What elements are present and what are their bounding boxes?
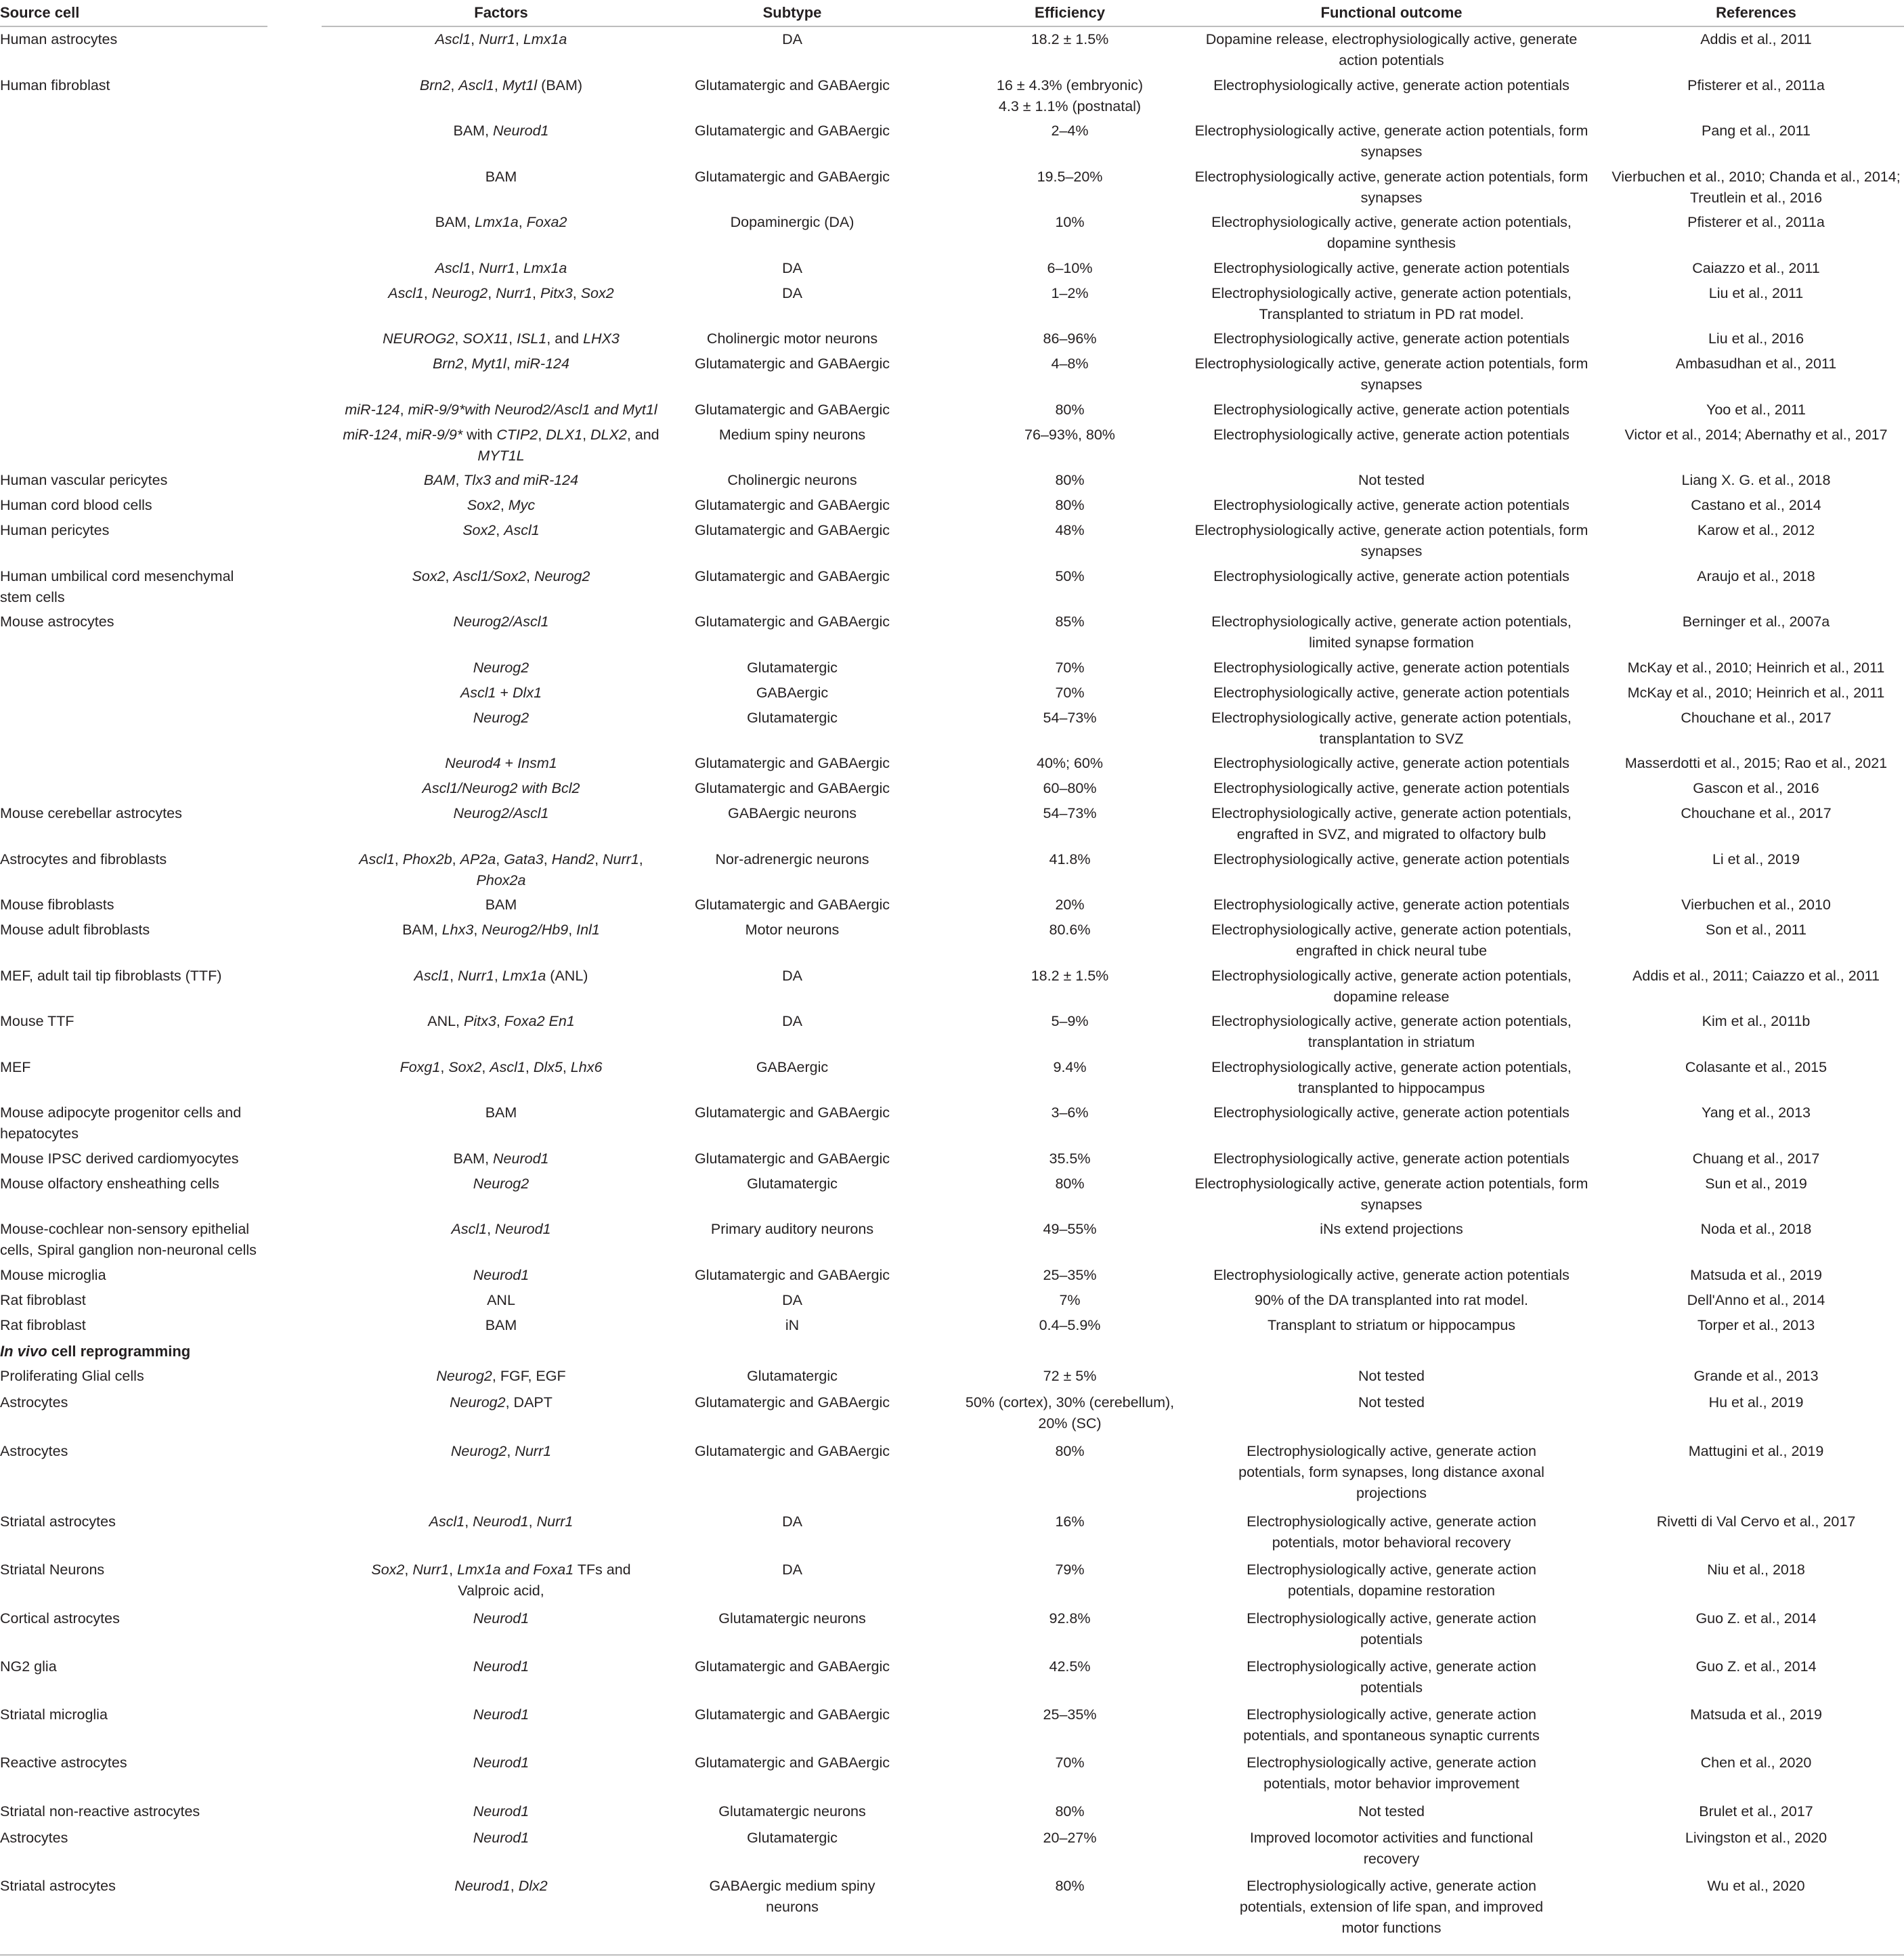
row-29-source-cell: Mouse IPSC derived cardiomyocytes [0, 1150, 239, 1167]
row-2-efficiency: 2–4% [1051, 123, 1089, 139]
row-41-references: Guo Z. et al., 2014 [1695, 1658, 1817, 1675]
row-11-references: Liang X. G. et al., 2018 [1681, 472, 1831, 488]
row-11-source-cell: Human vascular pericytes [0, 472, 168, 488]
row-10-efficiency: 76–93%, 80% [1024, 427, 1115, 443]
row-46-factors: Neurod1, Dlx2 [454, 1878, 548, 1894]
row-23-efficiency: 20% [1055, 897, 1085, 913]
row-11-factors: BAM, Tlx3 and miR-124 [423, 472, 579, 488]
row-17-references: McKay et al., 2010; Heinrich et al., 2011 [1627, 685, 1885, 701]
row-19-factors: Neurod4 + Insm1 [445, 755, 557, 771]
row-28-functional-outcome: Electrophysiologically active, generate action potentials [1213, 1104, 1570, 1121]
row-31-functional-outcome: iNs extend projections [1320, 1221, 1463, 1237]
row-14-factors: Sox2, Ascl1/Sox2, Neurog2 [412, 568, 590, 584]
row-45-factors: Neurod1 [473, 1830, 529, 1846]
header-functional-outcome: Functional outcome [1320, 4, 1463, 21]
row-1-references: Pfisterer et al., 2011a [1687, 77, 1825, 93]
row-24-source-cell: Mouse adult fibroblasts [0, 922, 150, 938]
row-16-efficiency: 70% [1055, 660, 1085, 676]
row-26-efficiency: 5–9% [1051, 1013, 1089, 1029]
row-32-subtype: Glutamatergic and GABAergic [695, 1267, 890, 1283]
row-8-subtype: Glutamatergic and GABAergic [695, 356, 890, 372]
row-42-source-cell: Striatal microglia [0, 1706, 108, 1723]
row-9-functional-outcome: Electrophysiologically active, generate action potentials [1213, 402, 1570, 418]
row-4-references: Pfisterer et al., 2011a [1687, 214, 1825, 230]
row-7-subtype: Cholinergic motor neurons [706, 330, 878, 347]
row-39-references: Niu et al., 2018 [1707, 1562, 1805, 1578]
row-38-functional-outcome: Electrophysiologically active, generate action potentials, motor behavioral recovery [1247, 1513, 1536, 1551]
row-41-subtype: Glutamatergic and GABAergic [695, 1658, 890, 1675]
row-0-source-cell: Human astrocytes [0, 31, 118, 47]
row-38-subtype: DA [782, 1513, 802, 1530]
row-24-references: Son et al., 2011 [1705, 922, 1807, 938]
row-45-functional-outcome: Improved locomotor activities and functional recovery [1249, 1830, 1534, 1867]
row-5-functional-outcome: Electrophysiologically active, generate action potentials [1213, 260, 1570, 276]
row-12-references: Castano et al., 2014 [1691, 497, 1821, 513]
header-rule-right [322, 26, 1904, 27]
row-8-efficiency: 4–8% [1051, 356, 1089, 372]
row-41-source-cell: NG2 glia [0, 1658, 57, 1675]
row-36-functional-outcome: Not tested [1358, 1394, 1425, 1411]
row-13-efficiency: 48% [1055, 522, 1085, 538]
row-46-efficiency: 80% [1055, 1878, 1085, 1894]
row-38-efficiency: 16% [1055, 1513, 1085, 1530]
header-rule-left [0, 26, 267, 27]
row-5-efficiency: 6–10% [1047, 260, 1093, 276]
row-16-references: McKay et al., 2010; Heinrich et al., 2011 [1627, 660, 1885, 676]
row-7-references: Liu et al., 2016 [1708, 330, 1804, 347]
row-39-source-cell: Striatal Neurons [0, 1562, 105, 1578]
row-12-source-cell: Human cord blood cells [0, 497, 152, 513]
table-bottom-rule [0, 1954, 1904, 1956]
row-1-source-cell: Human fibroblast [0, 77, 110, 93]
row-11-efficiency: 80% [1055, 472, 1085, 488]
row-33-references: Dell'Anno et al., 2014 [1687, 1292, 1825, 1308]
row-22-efficiency: 41.8% [1049, 851, 1091, 867]
row-40-source-cell: Cortical astrocytes [0, 1610, 120, 1627]
row-22-references: Li et al., 2019 [1712, 851, 1800, 867]
row-37-source-cell: Astrocytes [0, 1443, 68, 1459]
row-6-subtype: DA [782, 285, 802, 301]
row-0-subtype: DA [782, 31, 802, 47]
row-0-efficiency: 18.2 ± 1.5% [1031, 31, 1109, 47]
row-45-source-cell: Astrocytes [0, 1830, 68, 1846]
row-6-functional-outcome: Electrophysiologically active, generate action potentials, Transplanted to striatum in PD rat model. [1211, 285, 1572, 322]
row-35-references: Grande et al., 2013 [1693, 1368, 1819, 1384]
row-43-subtype: Glutamatergic and GABAergic [695, 1755, 890, 1771]
row-17-efficiency: 70% [1055, 685, 1085, 701]
row-23-references: Vierbuchen et al., 2010 [1681, 897, 1831, 913]
row-27-factors: Foxg1, Sox2, Ascl1, Dlx5, Lhx6 [399, 1059, 603, 1075]
row-24-efficiency: 80.6% [1049, 922, 1091, 938]
row-12-factors: Sox2, Myc [467, 497, 536, 513]
row-25-source-cell: MEF, adult tail tip fibroblasts (TTF) [0, 968, 222, 984]
row-42-subtype: Glutamatergic and GABAergic [695, 1706, 890, 1723]
row-4-efficiency: 10% [1055, 214, 1085, 230]
row-4-factors: BAM, Lmx1a, Foxa2 [435, 214, 567, 230]
row-16-factors: Neurog2 [473, 660, 529, 676]
row-46-functional-outcome: Electrophysiologically active, generate action potentials, extension of life span, and improved motor functions [1239, 1878, 1544, 1936]
row-28-references: Yang et al., 2013 [1702, 1104, 1811, 1121]
row-30-source-cell: Mouse olfactory ensheathing cells [0, 1176, 219, 1192]
row-40-functional-outcome: Electrophysiologically active, generate action potentials [1247, 1610, 1536, 1648]
row-20-subtype: Glutamatergic and GABAergic [695, 780, 890, 796]
row-25-functional-outcome: Electrophysiologically active, generate action potentials, dopamine release [1211, 968, 1572, 1005]
row-14-functional-outcome: Electrophysiologically active, generate action potentials [1213, 568, 1570, 584]
row-45-subtype: Glutamatergic [747, 1830, 838, 1846]
row-36-source-cell: Astrocytes [0, 1394, 68, 1411]
row-19-efficiency: 40%; 60% [1036, 755, 1103, 771]
row-44-subtype: Glutamatergic neurons [718, 1803, 866, 1820]
row-15-references: Berninger et al., 2007a [1682, 613, 1830, 630]
row-33-factors: ANL [487, 1292, 515, 1308]
header-subtype: Subtype [762, 4, 822, 21]
row-4-subtype: Dopaminergic (DA) [730, 214, 854, 230]
row-14-references: Araujo et al., 2018 [1697, 568, 1815, 584]
row-12-efficiency: 80% [1055, 497, 1085, 513]
row-10-subtype: Medium spiny neurons [718, 427, 866, 443]
row-18-subtype: Glutamatergic [747, 710, 838, 726]
row-7-functional-outcome: Electrophysiologically active, generate action potentials [1213, 330, 1570, 347]
row-12-functional-outcome: Electrophysiologically active, generate action potentials [1213, 497, 1570, 513]
row-10-factors: miR-124, miR-9/9* with CTIP2, DLX1, DLX2, and MYT1L [343, 427, 659, 464]
row-45-efficiency: 20–27% [1043, 1830, 1097, 1846]
row-32-factors: Neurod1 [473, 1267, 529, 1283]
row-36-factors: Neurog2, DAPT [450, 1394, 553, 1411]
row-33-efficiency: 7% [1059, 1292, 1081, 1308]
row-5-subtype: DA [782, 260, 802, 276]
row-21-subtype: GABAergic neurons [727, 805, 857, 821]
row-25-subtype: DA [782, 968, 802, 984]
row-34-references: Torper et al., 2013 [1697, 1317, 1815, 1333]
row-44-source-cell: Striatal non-reactive astrocytes [0, 1803, 200, 1820]
row-42-efficiency: 25–35% [1043, 1706, 1097, 1723]
row-31-factors: Ascl1, Neurod1 [451, 1221, 551, 1237]
row-2-factors: BAM, Neurod1 [453, 123, 549, 139]
row-11-functional-outcome: Not tested [1358, 472, 1425, 488]
row-9-references: Yoo et al., 2011 [1706, 402, 1806, 418]
row-20-functional-outcome: Electrophysiologically active, generate action potentials [1213, 780, 1570, 796]
row-9-subtype: Glutamatergic and GABAergic [695, 402, 890, 418]
row-27-references: Colasante et al., 2015 [1685, 1059, 1827, 1075]
row-39-factors: Sox2, Nurr1, Lmx1a and Foxa1 TFs and Valproic acid, [371, 1562, 631, 1599]
row-37-functional-outcome: Electrophysiologically active, generate action potentials, form synapses, long distance axonal projections [1238, 1443, 1544, 1501]
row-34-functional-outcome: Transplant to striatum or hippocampus [1267, 1317, 1516, 1333]
row-31-source-cell: Mouse-cochlear non-sensory epithelial cells, Spiral ganglion non-neuronal cells [0, 1221, 257, 1258]
row-38-source-cell: Striatal astrocytes [0, 1513, 116, 1530]
row-30-subtype: Glutamatergic [747, 1176, 838, 1192]
row-34-subtype: iN [785, 1317, 800, 1333]
row-35-subtype: Glutamatergic [747, 1368, 838, 1384]
row-29-subtype: Glutamatergic and GABAergic [695, 1150, 890, 1167]
row-22-factors: Ascl1, Phox2b, AP2a, Gata3, Hand2, Nurr1, Phox2a [359, 851, 643, 888]
row-40-subtype: Glutamatergic neurons [718, 1610, 866, 1627]
row-38-references: Rivetti di Val Cervo et al., 2017 [1656, 1513, 1856, 1530]
row-13-subtype: Glutamatergic and GABAergic [695, 522, 890, 538]
row-19-references: Masserdotti et al., 2015; Rao et al., 2021 [1624, 755, 1888, 771]
row-35-source-cell: Proliferating Glial cells [0, 1368, 144, 1384]
row-15-factors: Neurog2/Ascl1 [453, 613, 549, 630]
row-20-references: Gascon et al., 2016 [1693, 780, 1819, 796]
row-6-references: Liu et al., 2011 [1708, 285, 1804, 301]
row-32-source-cell: Mouse microglia [0, 1267, 106, 1283]
row-35-efficiency: 72 ± 5% [1043, 1368, 1097, 1384]
row-13-functional-outcome: Electrophysiologically active, generate action potentials, form synapses [1194, 522, 1588, 559]
row-31-references: Noda et al., 2018 [1700, 1221, 1812, 1237]
row-6-efficiency: 1–2% [1051, 285, 1089, 301]
row-23-factors: BAM [485, 897, 517, 913]
row-37-references: Mattugini et al., 2019 [1688, 1443, 1824, 1459]
row-43-references: Chen et al., 2020 [1700, 1755, 1812, 1771]
row-37-factors: Neurog2, Nurr1 [450, 1443, 552, 1459]
row-44-factors: Neurod1 [473, 1803, 529, 1820]
row-15-functional-outcome: Electrophysiologically active, generate action potentials, limited synapse formation [1211, 613, 1572, 651]
row-8-references: Ambasudhan et al., 2011 [1675, 356, 1837, 372]
row-3-references: Vierbuchen et al., 2010; Chanda et al., 2014; Treutlein et al., 2016 [1611, 169, 1901, 206]
row-41-factors: Neurod1 [473, 1658, 529, 1675]
row-26-functional-outcome: Electrophysiologically active, generate action potentials, transplantation in striatum [1211, 1013, 1572, 1050]
row-45-references: Livingston et al., 2020 [1685, 1830, 1827, 1846]
row-30-functional-outcome: Electrophysiologically active, generate action potentials, form synapses [1194, 1176, 1588, 1213]
row-18-efficiency: 54–73% [1043, 710, 1097, 726]
row-20-factors: Ascl1/Neurog2 with Bcl2 [422, 780, 580, 796]
row-29-factors: BAM, Neurod1 [453, 1150, 549, 1167]
row-7-factors: NEUROG2, SOX11, ISL1, and LHX3 [383, 330, 620, 347]
row-1-factors: Brn2, Ascl1, Myt1l (BAM) [419, 77, 583, 93]
row-42-functional-outcome: Electrophysiologically active, generate action potentials, and spontaneous synaptic currents [1243, 1706, 1540, 1744]
row-8-functional-outcome: Electrophysiologically active, generate action potentials, form synapses [1194, 356, 1588, 393]
row-43-source-cell: Reactive astrocytes [0, 1755, 127, 1771]
row-20-efficiency: 60–80% [1043, 780, 1097, 796]
row-9-factors: miR-124, miR-9/9*with Neurod2/Ascl1 and Myt1l [345, 402, 657, 418]
row-34-source-cell: Rat fibroblast [0, 1317, 86, 1333]
row-8-factors: Brn2, Myt1l, miR-124 [433, 356, 569, 372]
row-32-functional-outcome: Electrophysiologically active, generate action potentials [1213, 1267, 1570, 1283]
row-15-source-cell: Mouse astrocytes [0, 613, 114, 630]
row-27-subtype: GABAergic [756, 1059, 829, 1075]
row-19-functional-outcome: Electrophysiologically active, generate action potentials [1213, 755, 1570, 771]
row-40-efficiency: 92.8% [1049, 1610, 1091, 1627]
row-41-efficiency: 42.5% [1049, 1658, 1091, 1675]
row-9-efficiency: 80% [1055, 402, 1085, 418]
header-efficiency: Efficiency [1035, 4, 1105, 21]
row-21-factors: Neurog2/Ascl1 [453, 805, 549, 821]
row-15-subtype: Glutamatergic and GABAergic [695, 613, 890, 630]
row-0-functional-outcome: Dopamine release, electrophysiologically active, generate action potentials [1205, 31, 1578, 68]
row-18-factors: Neurog2 [473, 710, 529, 726]
row-30-factors: Neurog2 [473, 1176, 529, 1192]
row-18-references: Chouchane et al., 2017 [1681, 710, 1832, 726]
row-32-efficiency: 25–35% [1043, 1267, 1097, 1283]
row-14-subtype: Glutamatergic and GABAergic [695, 568, 890, 584]
row-39-efficiency: 79% [1055, 1562, 1085, 1578]
row-39-subtype: DA [782, 1562, 802, 1578]
row-28-source-cell: Mouse adipocyte progenitor cells and hepatocytes [0, 1104, 242, 1142]
row-44-efficiency: 80% [1055, 1803, 1085, 1820]
row-16-functional-outcome: Electrophysiologically active, generate action potentials [1213, 660, 1570, 676]
row-26-factors: ANL, Pitx3, Foxa2 En1 [427, 1013, 575, 1029]
row-19-subtype: Glutamatergic and GABAergic [695, 755, 890, 771]
row-36-efficiency: 50% (cortex), 30% (cerebellum), 20% (SC) [965, 1394, 1175, 1431]
row-40-references: Guo Z. et al., 2014 [1695, 1610, 1817, 1627]
row-33-subtype: DA [782, 1292, 802, 1308]
row-44-functional-outcome: Not tested [1358, 1803, 1425, 1820]
row-35-functional-outcome: Not tested [1358, 1368, 1425, 1384]
row-46-source-cell: Striatal astrocytes [0, 1878, 116, 1894]
row-25-references: Addis et al., 2011; Caiazzo et al., 2011 [1632, 968, 1880, 984]
row-34-factors: BAM [485, 1317, 517, 1333]
row-42-factors: Neurod1 [473, 1706, 529, 1723]
row-40-factors: Neurod1 [473, 1610, 529, 1627]
row-28-subtype: Glutamatergic and GABAergic [695, 1104, 890, 1121]
row-43-efficiency: 70% [1055, 1755, 1085, 1771]
row-15-efficiency: 85% [1055, 613, 1085, 630]
row-14-source-cell: Human umbilical cord mesenchymal stem cells [0, 568, 234, 605]
row-5-factors: Ascl1, Nurr1, Lmx1a [435, 260, 567, 276]
row-39-functional-outcome: Electrophysiologically active, generate action potentials, dopamine restoration [1247, 1562, 1536, 1599]
row-46-subtype: GABAergic medium spiny neurons [709, 1878, 875, 1915]
row-17-subtype: GABAergic [756, 685, 829, 701]
row-18-functional-outcome: Electrophysiologically active, generate action potentials, transplantation to SVZ [1211, 710, 1572, 747]
row-5-references: Caiazzo et al., 2011 [1692, 260, 1820, 276]
row-44-references: Brulet et al., 2017 [1699, 1803, 1813, 1820]
row-0-factors: Ascl1, Nurr1, Lmx1a [435, 31, 567, 47]
row-2-functional-outcome: Electrophysiologically active, generate action potentials, form synapses [1194, 123, 1588, 160]
row-11-subtype: Cholinergic neurons [727, 472, 857, 488]
row-17-functional-outcome: Electrophysiologically active, generate action potentials [1213, 685, 1570, 701]
row-10-references: Victor et al., 2014; Abernathy et al., 2017 [1624, 427, 1888, 443]
row-29-references: Chuang et al., 2017 [1692, 1150, 1820, 1167]
row-26-references: Kim et al., 2011b [1702, 1013, 1811, 1029]
row-1-functional-outcome: Electrophysiologically active, generate action potentials [1213, 77, 1570, 93]
row-33-functional-outcome: 90% of the DA transplanted into rat model. [1255, 1292, 1528, 1308]
row-42-references: Matsuda et al., 2019 [1690, 1706, 1822, 1723]
row-21-efficiency: 54–73% [1043, 805, 1097, 821]
row-28-efficiency: 3–6% [1051, 1104, 1089, 1121]
row-22-functional-outcome: Electrophysiologically active, generate action potentials [1213, 851, 1570, 867]
row-29-efficiency: 35.5% [1049, 1150, 1091, 1167]
row-25-factors: Ascl1, Nurr1, Lmx1a (ANL) [414, 968, 588, 984]
row-16-subtype: Glutamatergic [747, 660, 838, 676]
row-13-factors: Sox2, Ascl1 [462, 522, 540, 538]
row-43-functional-outcome: Electrophysiologically active, generate action potentials, motor behavior improvement [1247, 1755, 1536, 1792]
row-21-source-cell: Mouse cerebellar astrocytes [0, 805, 182, 821]
row-26-source-cell: Mouse TTF [0, 1013, 74, 1029]
row-31-subtype: Primary auditory neurons [710, 1221, 874, 1237]
header-references: References [1716, 4, 1796, 21]
row-3-functional-outcome: Electrophysiologically active, generate action potentials, form synapses [1194, 169, 1588, 206]
row-25-efficiency: 18.2 ± 1.5% [1031, 968, 1109, 984]
row-46-references: Wu et al., 2020 [1707, 1878, 1805, 1894]
row-23-source-cell: Mouse fibroblasts [0, 897, 114, 913]
row-1-efficiency: 16 ± 4.3% (embryonic) 4.3 ± 1.1% (postnatal) [996, 77, 1144, 114]
row-36-references: Hu et al., 2019 [1708, 1394, 1804, 1411]
row-10-functional-outcome: Electrophysiologically active, generate action potentials [1213, 427, 1570, 443]
row-3-subtype: Glutamatergic and GABAergic [695, 169, 890, 185]
row-41-functional-outcome: Electrophysiologically active, generate action potentials [1247, 1658, 1536, 1696]
row-35-factors: Neurog2, FGF, EGF [436, 1368, 566, 1384]
header-source-cell: Source cell [0, 4, 80, 21]
row-7-efficiency: 86–96% [1043, 330, 1097, 347]
row-21-references: Chouchane et al., 2017 [1681, 805, 1832, 821]
row-2-references: Pang et al., 2011 [1702, 123, 1811, 139]
row-30-efficiency: 80% [1055, 1176, 1085, 1192]
row-21-functional-outcome: Electrophysiologically active, generate action potentials, engrafted in SVZ, and migrated to olfactory bulb [1211, 805, 1572, 842]
row-2-subtype: Glutamatergic and GABAergic [695, 123, 890, 139]
row-34-efficiency: 0.4–5.9% [1039, 1317, 1101, 1333]
row-6-factors: Ascl1, Neurog2, Nurr1, Pitx3, Sox2 [388, 285, 614, 301]
row-22-subtype: Nor-adrenergic neurons [715, 851, 869, 867]
row-37-subtype: Glutamatergic and GABAergic [695, 1443, 890, 1459]
row-24-subtype: Motor neurons [745, 922, 840, 938]
row-27-efficiency: 9.4% [1053, 1059, 1087, 1075]
row-13-source-cell: Human pericytes [0, 522, 110, 538]
row-14-efficiency: 50% [1055, 568, 1085, 584]
row-32-references: Matsuda et al., 2019 [1690, 1267, 1822, 1283]
row-31-efficiency: 49–55% [1043, 1221, 1097, 1237]
row-27-functional-outcome: Electrophysiologically active, generate action potentials, transplanted to hippocampus [1211, 1059, 1572, 1096]
row-3-factors: BAM [485, 169, 517, 185]
row-3-efficiency: 19.5–20% [1037, 169, 1103, 185]
row-33-source-cell: Rat fibroblast [0, 1292, 86, 1308]
section-heading: In vivo cell reprogramming [0, 1343, 191, 1360]
row-27-source-cell: MEF [0, 1059, 31, 1075]
row-37-efficiency: 80% [1055, 1443, 1085, 1459]
row-28-factors: BAM [485, 1104, 517, 1121]
row-24-factors: BAM, Lhx3, Neurog2/Hb9, Inl1 [402, 922, 600, 938]
row-23-subtype: Glutamatergic and GABAergic [695, 897, 890, 913]
row-30-references: Sun et al., 2019 [1705, 1176, 1807, 1192]
row-13-references: Karow et al., 2012 [1697, 522, 1815, 538]
row-36-subtype: Glutamatergic and GABAergic [695, 1394, 890, 1411]
row-43-factors: Neurod1 [473, 1755, 529, 1771]
row-38-factors: Ascl1, Neurod1, Nurr1 [429, 1513, 574, 1530]
row-26-subtype: DA [782, 1013, 802, 1029]
row-17-factors: Ascl1 + Dlx1 [460, 685, 542, 701]
row-12-subtype: Glutamatergic and GABAergic [695, 497, 890, 513]
header-factors: Factors [474, 4, 528, 21]
row-29-functional-outcome: Electrophysiologically active, generate action potentials [1213, 1150, 1570, 1167]
row-0-references: Addis et al., 2011 [1700, 31, 1812, 47]
row-1-subtype: Glutamatergic and GABAergic [695, 77, 890, 93]
row-23-functional-outcome: Electrophysiologically active, generate action potentials [1213, 897, 1570, 913]
row-24-functional-outcome: Electrophysiologically active, generate action potentials, engrafted in chick neural tube [1211, 922, 1572, 959]
row-22-source-cell: Astrocytes and fibroblasts [0, 851, 167, 867]
row-4-functional-outcome: Electrophysiologically active, generate action potentials, dopamine synthesis [1211, 214, 1572, 251]
